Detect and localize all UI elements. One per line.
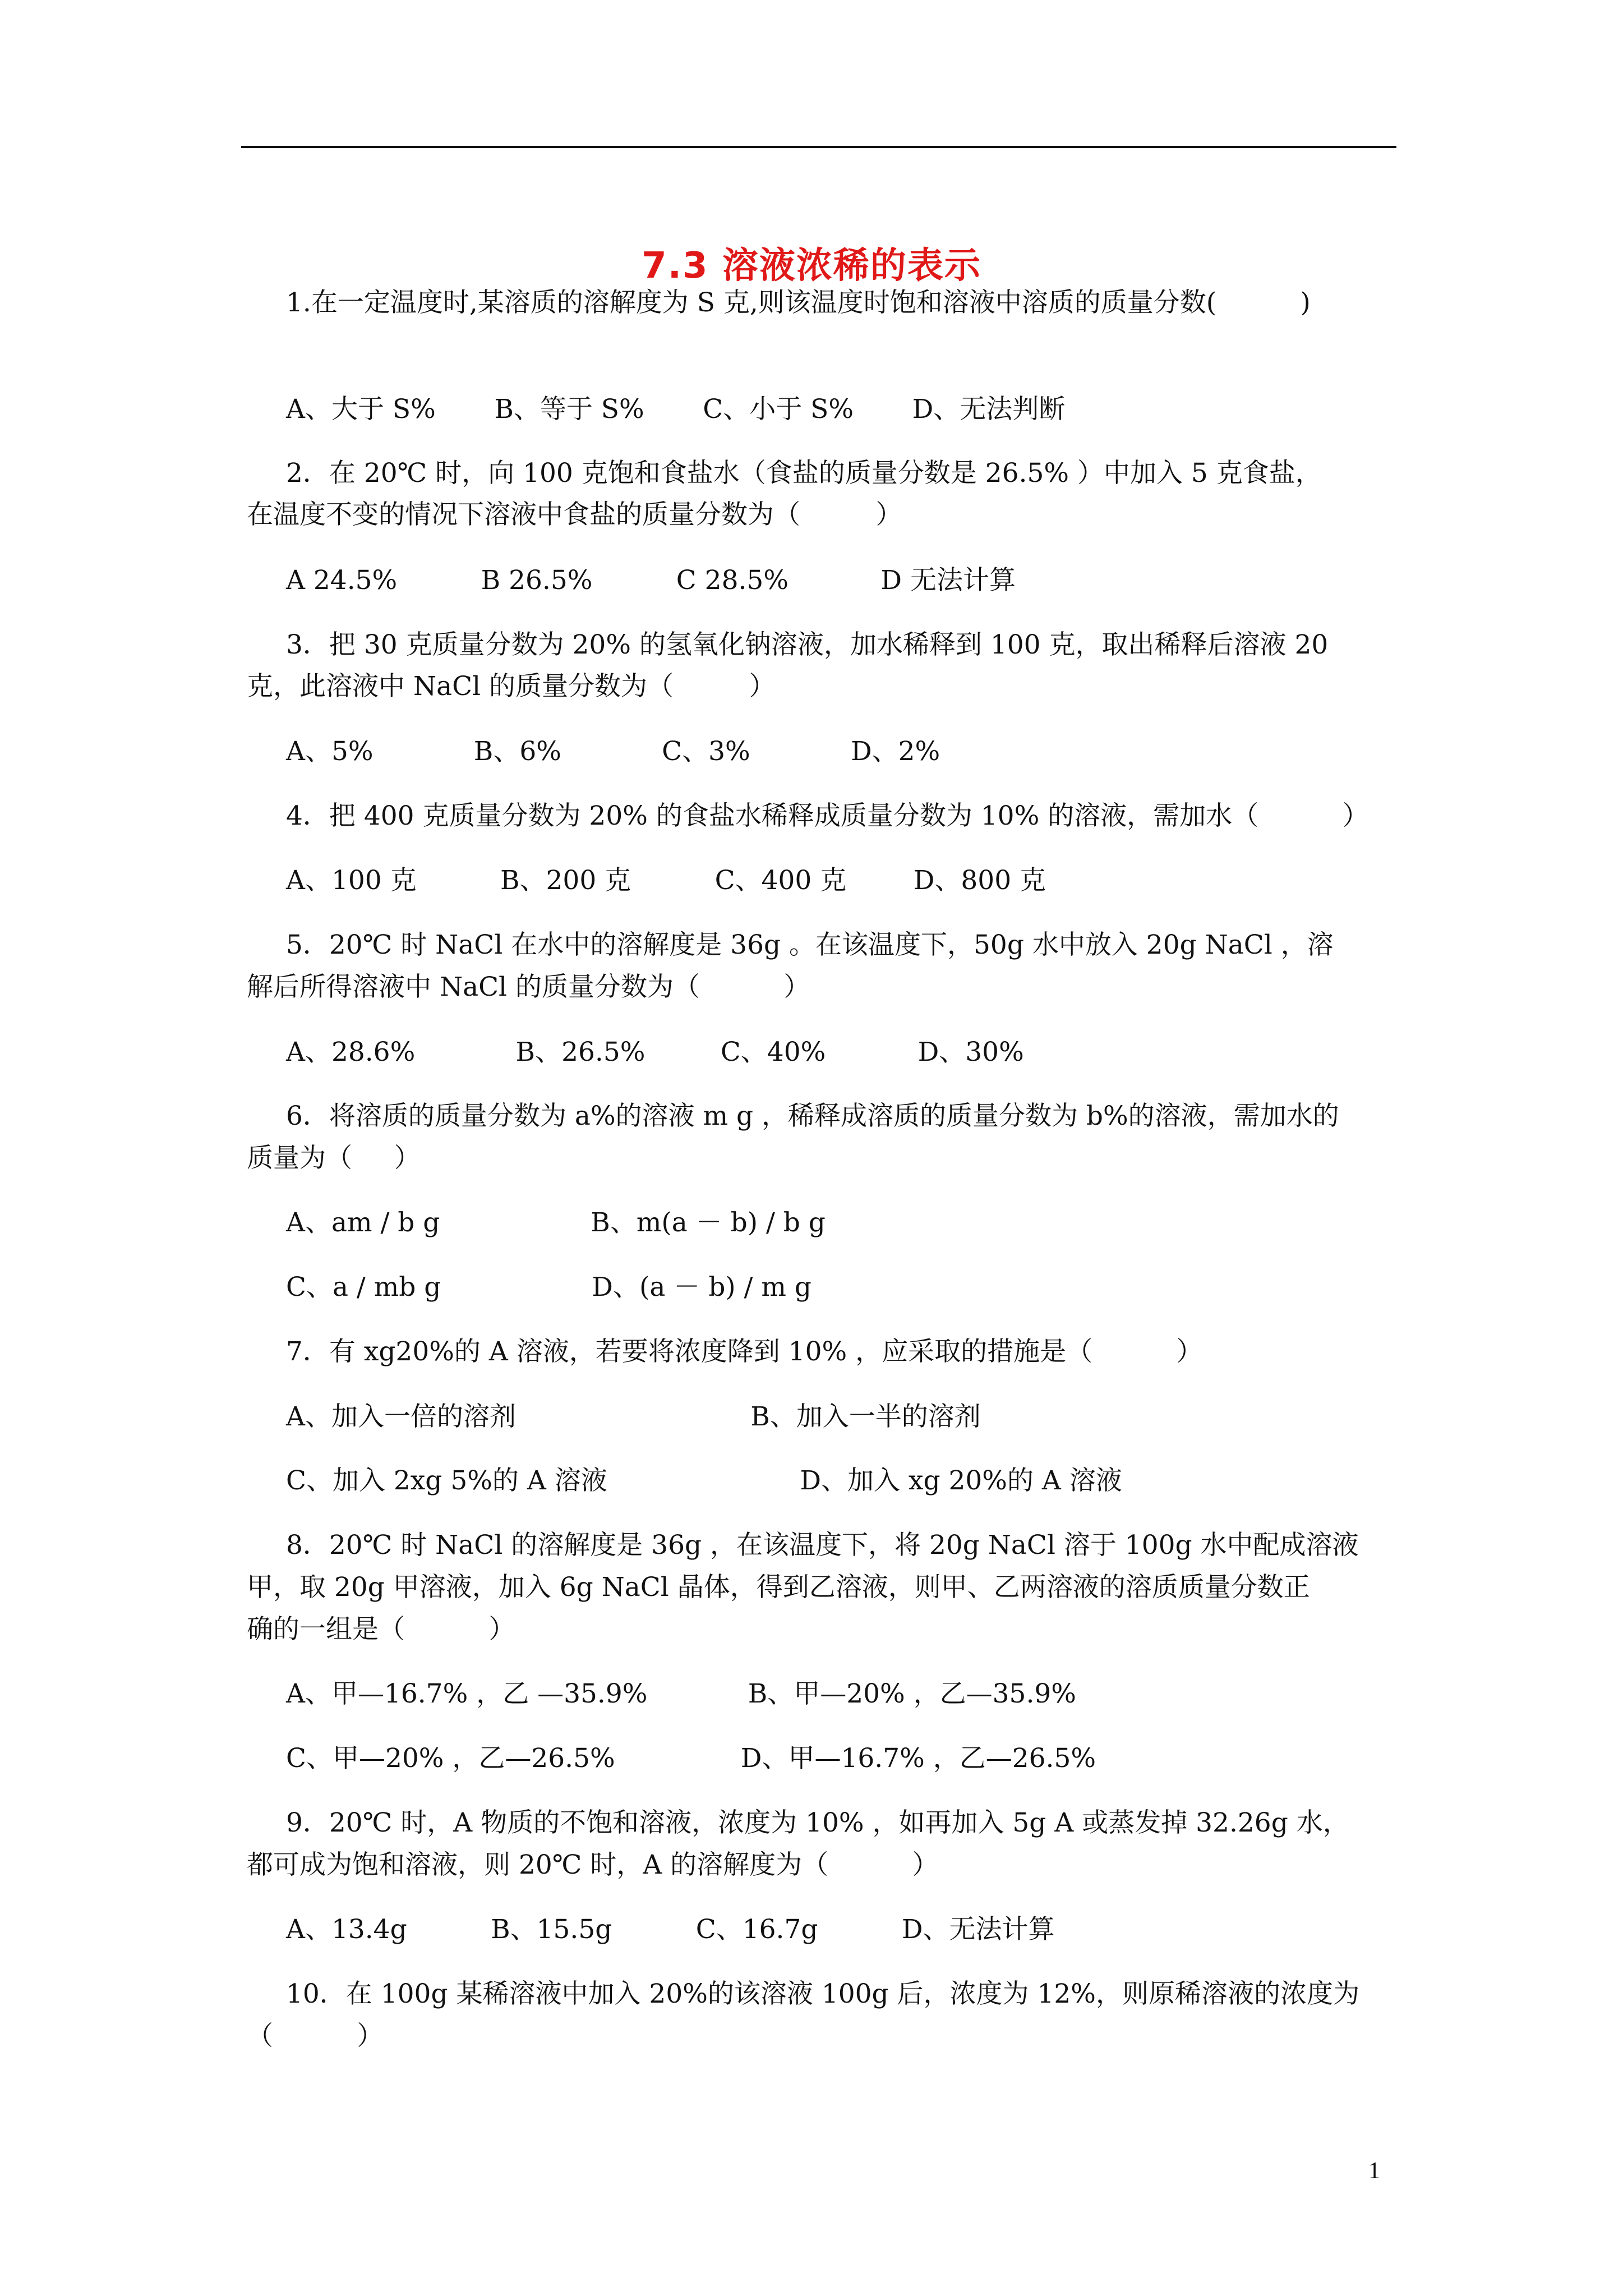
page-title: 7.3 溶液浓稀的表示 xyxy=(642,245,981,287)
question-3-stem-line-2: 克，此溶液中 NaCl 的质量分数为（ ） xyxy=(247,671,776,702)
question-8-options-line-1: A、甲—16.7% ，乙 —35.9% B、甲—20% ，乙—35.9% xyxy=(286,1678,1076,1709)
question-5-stem-line-2: 解后所得溶液中 NaCl 的质量分数为（ ） xyxy=(247,972,810,1002)
question-6-stem-line-1: 6．将溶质的质量分数为 a%的溶液 m g ，稀释成溶质的质量分数为 b%的溶液，需加水的 xyxy=(286,1101,1339,1131)
page-number: 1 xyxy=(1368,2158,1380,2184)
question-2-stem-line-1: 2．在 20℃ 时，向 100 克饱和食盐水（食盐的质量分数是 26.5% ）中加入 5 克食盐， xyxy=(286,458,1322,489)
header-rule xyxy=(241,146,1396,148)
question-5-stem-line-1: 5．20℃ 时 NaCl 在水中的溶解度是 36g 。在该温度下，50g 水中放入 20g NaCl ，溶 xyxy=(286,930,1334,960)
question-6-stem-line-2: 质量为（ ） xyxy=(247,1143,421,1174)
question-10-stem-line-1: 10．在 100g 某稀溶液中加入 20%的该溶液 100g 后，浓度为 12%，则原稀溶液的浓度为 xyxy=(286,1978,1359,2009)
question-6-options-line-1: A、am / b g B、m(a － b) / b g xyxy=(286,1207,826,1238)
question-2-options-line-1: A 24.5% B 26.5% C 28.5% D 无法计算 xyxy=(286,565,1016,596)
question-8-options-line-2: C、甲—20% ，乙—26.5% D、甲—16.7% ，乙—26.5% xyxy=(286,1743,1096,1774)
question-1-stem-line-1: 1.在一定温度时,某溶质的溶解度为 S 克,则该温度时饱和溶液中溶质的质量分数( ) xyxy=(286,287,1311,318)
question-2-stem-line-2: 在温度不变的情况下溶液中食盐的质量分数为（ ） xyxy=(247,499,902,530)
question-1-options-line-1: A、大于 S% B、等于 S% C、小于 S% D、无法判断 xyxy=(286,394,1066,425)
question-10-stem-line-2: （ ） xyxy=(247,2021,384,2051)
question-7-stem-line-1: 7．有 xg20%的 A 溶液，若要将浓度降到 10% ，应采取的措施是（ ） xyxy=(286,1336,1203,1367)
question-9-stem-line-2: 都可成为饱和溶液，则 20℃ 时，A 的溶解度为（ ） xyxy=(247,1849,939,1880)
question-8-stem-line-3: 确的一组是（ ） xyxy=(247,1614,515,1645)
question-9-options-line-1: A、13.4g B、15.5g C、16.7g D、无法计算 xyxy=(286,1914,1055,1945)
question-8-stem-line-2: 甲，取 20g 甲溶液，加入 6g NaCl 晶体，得到乙溶液，则甲、乙两溶液的溶质质量分数正 xyxy=(247,1572,1310,1603)
question-3-options-line-1: A、5% B、6% C、3% D、2% xyxy=(286,736,940,767)
question-9-stem-line-1: 9．20℃ 时，A 物质的不饱和溶液，浓度为 10% ，如再加入 5g A 或蒸发掉 32.26g 水， xyxy=(286,1807,1349,1838)
question-4-stem-line-1: 4．把 400 克质量分数为 20% 的食盐水稀释成质量分数为 10% 的溶液，需加水（ ） xyxy=(286,800,1369,831)
question-4-options-line-1: A、100 克 B、200 克 C、400 克 D、800 克 xyxy=(286,865,1046,896)
question-7-options-line-2: C、加入 2xg 5%的 A 溶液 D、加入 xg 20%的 A 溶液 xyxy=(286,1465,1122,1496)
question-5-options-line-1: A、28.6% B、26.5% C、40% D、30% xyxy=(286,1037,1024,1068)
question-3-stem-line-1: 3．把 30 克质量分数为 20% 的氢氧化钠溶液，加水稀释到 100 克，取出稀释后溶液 20 xyxy=(286,629,1329,660)
question-7-options-line-1: A、加入一倍的溶剂 B、加入一半的溶剂 xyxy=(286,1401,981,1432)
question-8-stem-line-1: 8．20℃ 时 NaCl 的溶解度是 36g ，在该温度下，将 20g NaCl 溶于 100g 水中配成溶液 xyxy=(286,1530,1359,1561)
question-6-options-line-2: C、a / mb g D、(a － b) / m g xyxy=(286,1272,811,1303)
